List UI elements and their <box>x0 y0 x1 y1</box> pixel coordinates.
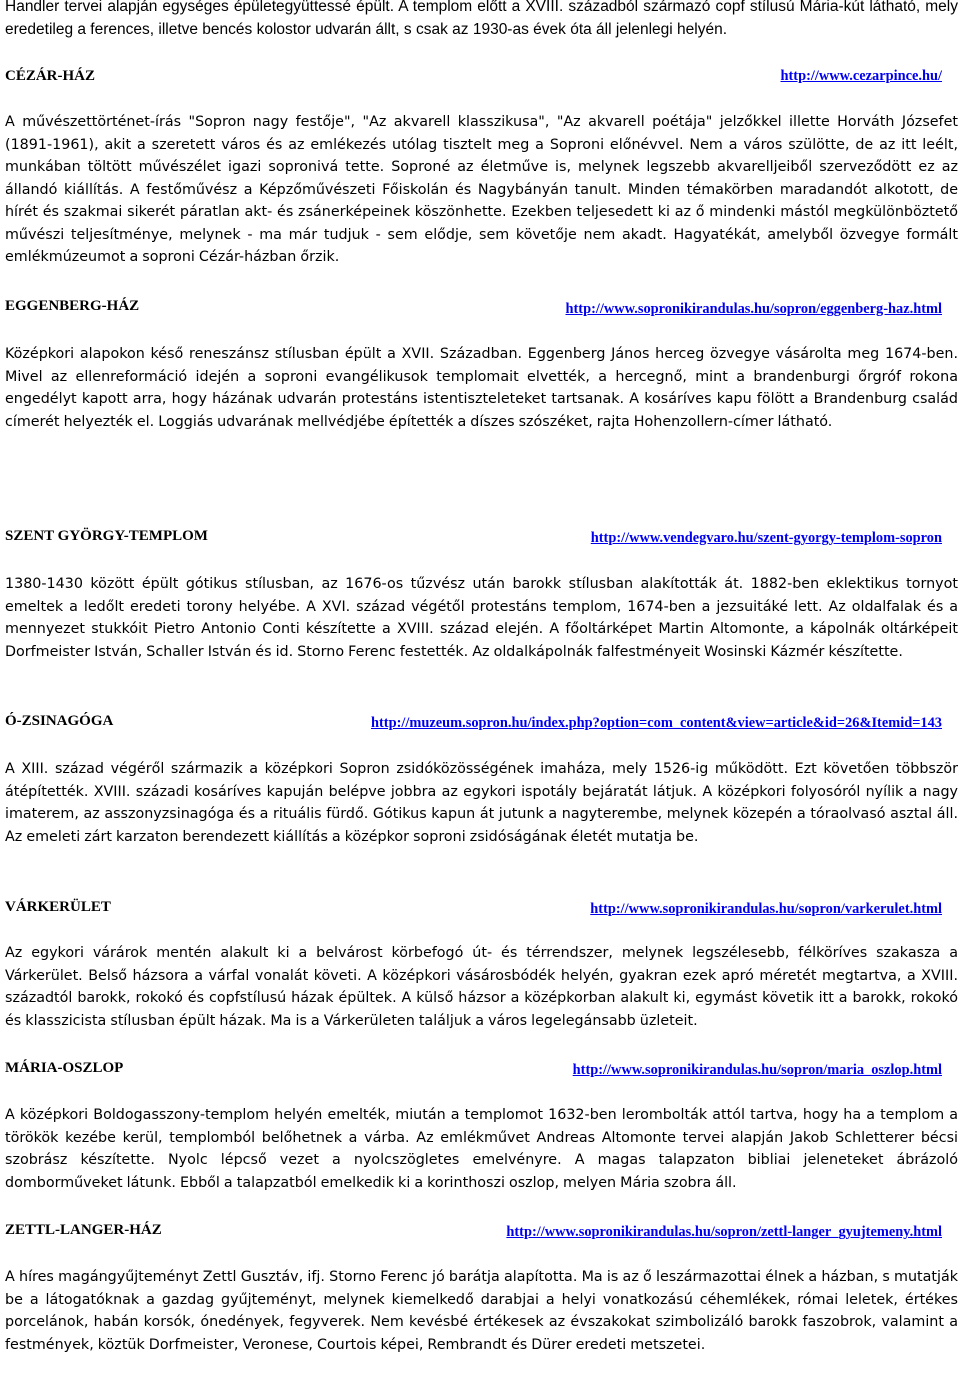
section-body-eggenberg-haz: Középkori alapokon késő reneszánsz stílusban épült a XVII. Században. Eggenberg János herceg özvegye vásárolta meg 1674-ben. Mivel az ellenreformáció idején a soproni evangélikusok templomait elvették, a hercegnő, mint a brandenburgi őrgróf rokona engedélyt kapott arra, hogy házának udvarán protestáns istentiszteleteket tartsanak. A kosáríves kapu fölött a Brandenburg család címerét helyezték el. Loggiás udvarának mellvédjébe építették a díszes szószéket, rajta Hohenzollern-címer látható. <box>5 346 958 430</box>
section-heading-varkerulet: VÁRKERÜLET <box>5 899 111 915</box>
section-heading-zettl-langer-haz: ZETTL-LANGER-HÁZ <box>5 1222 162 1238</box>
intro-paragraph: Handler tervei alapján egységes épületegyüttessé épült. A templom előtt a XVIII. századból származó copf stílusú Mária-kút látható, mely eredetileg a ferences, illetve bencés kolostor udvarán állt, s csak az 1930-as évek óta áll jelenlegi helyén. <box>5 0 958 38</box>
section-heading-maria-oszlop: MÁRIA-OSZLOP <box>5 1060 124 1076</box>
section-link-eggenberg-haz[interactable]: http://www.sopronikirandulas.hu/sopron/eggenberg-haz.html <box>565 301 942 317</box>
section-heading-o-zsinagoga: Ó-ZSINAGÓGA <box>5 713 114 729</box>
section-heading-cezar-haz: CÉZÁR-HÁZ <box>5 68 96 84</box>
section-link-maria-oszlop[interactable]: http://www.sopronikirandulas.hu/sopron/maria_oszlop.html <box>572 1062 942 1078</box>
section-link-szent-gyorgy-templom[interactable]: http://www.vendegvaro.hu/szent-gyorgy-templom-sopron <box>590 530 942 546</box>
section-body-maria-oszlop: A középkori Boldogasszony-templom helyén emelték, miután a templomot 1632-ben lerombolták attól tartva, hogy ha a templom a törökök kezébe kerül, templomból belőhetnek a várba. Az emlékművet Andreas Altomonte tervei alapján Jakob Schletterer bécsi szobrász készítette. Nyolc lépcső vezet a nyolcszögletes emelvényre. A magas talapzaton bibliai jeleneteket ábrázoló domborműveket látunk. Ebből a talapzatból emelkedik ki a korinthoszi oszlop, melyen Mária szobra áll. <box>5 1107 958 1191</box>
section-link-cezar-haz[interactable]: http://www.cezarpince.hu/ <box>780 68 942 84</box>
section-link-varkerulet[interactable]: http://www.sopronikirandulas.hu/sopron/varkerulet.html <box>590 901 942 917</box>
section-body-szent-gyorgy-templom: 1380-1430 között épült gótikus stílusban, az 1676-os tűzvész után barokk stílusban alakították át. 1882-ben eklektikus tornyot emeltek a ledőlt eredeti torony helyébe. A XVI. század végétől protestáns templom, 1674-ben a jezsuitáké lett. Az oldalfalak és a mennyezet stukkóit Pietro Antonio Conti készítette a XVIII. század elején. A főoltárképet Martin Altomonte, a kápolnák oltárképeit Dorfmeister István, Schaller István és id. Storno Ferenc festették. Az oldalkápolnák falfestményeit Wosinski Kázmér készítette. <box>5 576 958 660</box>
section-link-o-zsinagoga[interactable]: http://muzeum.sopron.hu/index.php?option=com_content&view=article&id=26&Itemid=143 <box>371 715 942 731</box>
section-body-varkerulet: Az egykori várárok mentén alakult ki a belvárost körbefogó út- és térrendszer, melynek legszélesebb, félköríves szakasza a Várkerület. Belső házsora a várfal vonalát követi. A középkori vásárosbódék helyén, gyakran ezek apró méretét megtartva, a XVIII. századtól barokk, rokokó és copfstílusú házak épültek. A külső házsor a középkorban alakult ki, egymást követik itt a barokk, rokokó és klasszicista stílusban épült házak. Ma is a Várkerületen találjuk a város legelegánsabb üzleteit. <box>5 945 958 1029</box>
section-heading-szent-gyorgy-templom: SZENT GYÖRGY-TEMPLOM <box>5 528 208 544</box>
section-body-cezar-haz: A művészettörténet-írás "Sopron nagy festője", "Az akvarell klasszikusa", "Az akvarell poétája" jelzőkkel illette Horváth Józsefet (1891-1961), akit a szeretett város és az emlékezés utólag tisztelt meg a Soproni előnévvel. Nem a város szülötte, de az itt leélt, munkában töltött művészélet igazi sopronivá tette. Soproné az életműve is, melynek legszebb akvarelljeiből szerveződött ez az állandó kiállítás. A festőművész a Képzőművészeti Főiskolán és Nagybányán tanult. Minden témakörben maradandót alkotott, de hírét és szakmai sikerét páratlan akt- és zsánerképeinek köszönhette. Ezekben teljesedett ki az ő mindenki mástól megkülönböztető művészi teljesítménye, melynek - ma már tudjuk - sem elődje, sem követője nem akadt. Hagyatékát, amelyből özvegye formált emlékmúzeumot a soproni Cézár-házban őrzik. <box>5 114 958 265</box>
section-body-o-zsinagoga: A XIII. század végéről származik a középkori Sopron zsidóközösségének imaháza, mely 1526-ig működött. Ezt követően többször átépítették. XVIII. századi kosáríves kapuján belépve jobbra az egykori ispotály bejáratát látjuk. A középkori folyosóról nyílik a nagy imaterem, az asszonyzsinagóga és a rituális fürdő. Gótikus kapun át jutunk a nagyterembe, melynek közepén a tóraolvasó asztal áll. Az emeleti zárt karzaton berendezett kiállítás a középkor soproni zsidóságának életét mutatja be. <box>5 761 958 845</box>
section-body-zettl-langer-haz: A híres magángyűjteményt Zettl Gusztáv, ifj. Storno Ferenc jó barátja alapította. Ma is az ő leszármazottai élnek a házban, s mutatják be a látogatóknak a gazdag gyűjteményt, melynek kiemelkedő darabjai a helyi vonatkozású céhemlékek, római leletek, értékes porcelánok, habán korsók, ónedények, fegyverek. Nem kevésbé értékesek az évszakokat szimbolizáló barokk faszobrok, valamint a festmények, köztük Dorfmeister, Veronese, Courtois képei, Rembrandt és Dürer eredeti metszetei. <box>5 1269 958 1353</box>
section-heading-eggenberg-haz: EGGENBERG-HÁZ <box>5 298 140 314</box>
section-link-zettl-langer-haz[interactable]: http://www.sopronikirandulas.hu/sopron/zettl-langer_gyujtemeny.html <box>506 1224 942 1240</box>
